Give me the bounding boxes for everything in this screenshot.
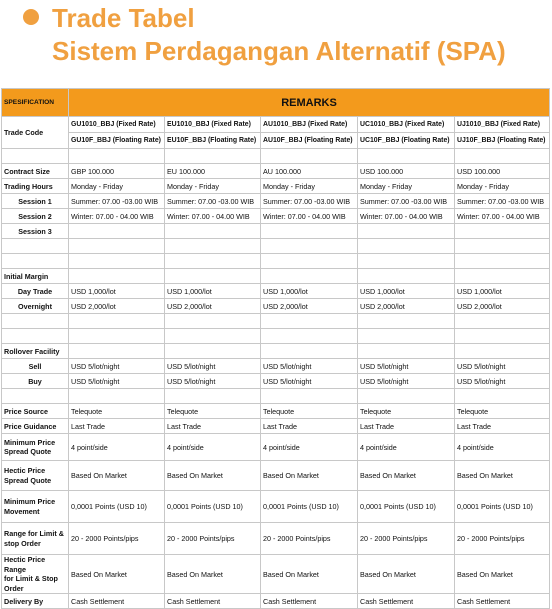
min-price-spread-label	[2, 434, 69, 461]
range-limit-label-line: Range for Limit &	[4, 529, 64, 538]
contract-size-row	[2, 164, 550, 179]
contract-size-label: Contract Size	[2, 164, 69, 179]
empty-cell	[358, 239, 455, 254]
title-area	[0, 0, 552, 88]
buy-value: USD 5/lot/night	[358, 374, 455, 389]
session1-label: Session 1	[2, 194, 69, 209]
delivery-value: Cash Settlement	[165, 594, 261, 609]
overnight-value: USD 2,000/lot	[165, 299, 261, 314]
empty-cell	[358, 314, 455, 329]
hectic-range-value: Based On Market	[165, 555, 261, 594]
empty-cell	[165, 149, 261, 164]
range-limit-value: 20 - 2000 Points/pips	[69, 523, 165, 555]
trading-hours-value: Monday - Friday	[455, 179, 550, 194]
hectic-spread-value: Based On Market	[261, 461, 358, 491]
empty-cell	[455, 344, 550, 359]
trade-code-label: Trade Code	[2, 117, 69, 149]
buy-value: USD 5/lot/night	[165, 374, 261, 389]
price-source-value: Telequote	[69, 404, 165, 419]
day-trade-row	[2, 284, 550, 299]
empty-cell	[2, 239, 69, 254]
day-trade-value: USD 1,000/lot	[261, 284, 358, 299]
specification-header: SPESIFICATION	[2, 89, 69, 117]
price-guidance-value: Last Trade	[358, 419, 455, 434]
min-price-spread-value: 4 point/side	[69, 434, 165, 461]
empty-cell	[165, 224, 261, 239]
range-limit-value: 20 - 2000 Points/pips	[261, 523, 358, 555]
min-price-movement-label	[2, 491, 69, 523]
empty-cell	[2, 149, 69, 164]
empty-cell	[358, 149, 455, 164]
min-price-movement-value: 0,0001 Points (USD 10)	[358, 491, 455, 523]
delivery-value: Cash Settlement	[261, 594, 358, 609]
empty-cell	[261, 329, 358, 344]
overnight-value: USD 2,000/lot	[358, 299, 455, 314]
session3-row	[2, 224, 550, 239]
hectic-range-label	[2, 555, 69, 594]
rollover-label: Rollover Facility	[2, 344, 69, 359]
session1-value: Summer: 07.00 -03.00 WIB	[165, 194, 261, 209]
hectic-spread-value: Based On Market	[358, 461, 455, 491]
page-title: Trade Tabel	[52, 3, 195, 33]
hectic-spread-value: Based On Market	[165, 461, 261, 491]
day-trade-value: USD 1,000/lot	[455, 284, 550, 299]
min-price-movement-row	[2, 491, 550, 523]
empty-cell	[455, 224, 550, 239]
empty-cell	[455, 389, 550, 404]
buy-value: USD 5/lot/night	[69, 374, 165, 389]
price-guidance-value: Last Trade	[165, 419, 261, 434]
trade-table	[1, 88, 550, 609]
price-source-value: Telequote	[261, 404, 358, 419]
min-price-spread-label-line: Spread Quote	[4, 447, 52, 456]
delivery-row	[2, 594, 550, 609]
sell-value: USD 5/lot/night	[455, 359, 550, 374]
hectic-range-value: Based On Market	[69, 555, 165, 594]
overnight-value: USD 2,000/lot	[455, 299, 550, 314]
min-price-movement-label-line: Minimum Price	[4, 497, 56, 506]
trade-code-fixed-cell: UJ1010_BBJ (Fixed Rate)	[455, 117, 550, 133]
session1-value: Summer: 07.00 -03.00 WIB	[358, 194, 455, 209]
spacer-row	[2, 254, 550, 269]
price-source-value: Telequote	[358, 404, 455, 419]
spacer-row	[2, 149, 550, 164]
overnight-value: USD 2,000/lot	[69, 299, 165, 314]
trade-code-floating-cell: AU10F_BBJ (Floating Rate)	[261, 133, 358, 149]
hectic-range-label-line: Hectic Price Range	[4, 555, 46, 574]
empty-cell	[261, 389, 358, 404]
empty-cell	[2, 314, 69, 329]
rollover-row	[2, 344, 550, 359]
empty-cell	[261, 239, 358, 254]
empty-cell	[69, 269, 165, 284]
spacer-row	[2, 239, 550, 254]
hectic-spread-value: Based On Market	[455, 461, 550, 491]
empty-cell	[455, 254, 550, 269]
empty-cell	[165, 254, 261, 269]
price-source-label: Price Source	[2, 404, 69, 419]
delivery-value: Cash Settlement	[69, 594, 165, 609]
hectic-range-value: Based On Market	[261, 555, 358, 594]
page-subtitle: Sistem Perdagangan Alternatif (SPA)	[52, 36, 506, 66]
hectic-spread-label	[2, 461, 69, 491]
empty-cell	[165, 239, 261, 254]
initial-margin-label: Initial Margin	[2, 269, 69, 284]
session3-label: Session 3	[2, 224, 69, 239]
empty-cell	[261, 149, 358, 164]
day-trade-label: Day Trade	[2, 284, 69, 299]
empty-cell	[69, 314, 165, 329]
empty-cell	[2, 254, 69, 269]
sell-row	[2, 359, 550, 374]
empty-cell	[455, 329, 550, 344]
contract-size-value: GBP 100.000	[69, 164, 165, 179]
empty-cell	[165, 344, 261, 359]
empty-cell	[358, 254, 455, 269]
buy-value: USD 5/lot/night	[261, 374, 358, 389]
day-trade-value: USD 1,000/lot	[69, 284, 165, 299]
price-guidance-value: Last Trade	[455, 419, 550, 434]
buy-row	[2, 374, 550, 389]
hectic-spread-label-line: Spread Quote	[4, 475, 52, 485]
empty-cell	[455, 269, 550, 284]
session2-label: Session 2	[2, 209, 69, 224]
price-guidance-value: Last Trade	[261, 419, 358, 434]
buy-value: USD 5/lot/night	[455, 374, 550, 389]
range-limit-value: 20 - 2000 Points/pips	[455, 523, 550, 555]
trade-code-fixed-row	[2, 117, 550, 133]
overnight-label: Overnight	[2, 299, 69, 314]
empty-cell	[2, 389, 69, 404]
trade-code-floating-cell: GU10F_BBJ (Floating Rate)	[69, 133, 165, 149]
empty-cell	[358, 389, 455, 404]
empty-cell	[261, 344, 358, 359]
empty-cell	[261, 254, 358, 269]
trade-code-floating-cell: UJ10F_BBJ (Floating Rate)	[455, 133, 550, 149]
trade-code-floating-cell: EU10F_BBJ (Floating Rate)	[165, 133, 261, 149]
min-price-movement-value: 0,0001 Points (USD 10)	[69, 491, 165, 523]
session2-value: Winter: 07.00 - 04.00 WIB	[69, 209, 165, 224]
empty-cell	[69, 149, 165, 164]
range-limit-label-line: stop Order	[4, 538, 41, 548]
session1-value: Summer: 07.00 -03.00 WIB	[455, 194, 550, 209]
session2-row	[2, 209, 550, 224]
empty-cell	[165, 329, 261, 344]
header-row	[2, 89, 550, 117]
sell-value: USD 5/lot/night	[358, 359, 455, 374]
min-price-movement-label-line: Movement	[4, 506, 40, 516]
price-source-row	[2, 404, 550, 419]
remarks-header: REMARKS	[69, 89, 550, 117]
contract-size-value: USD 100.000	[358, 164, 455, 179]
session2-value: Winter: 07.00 - 04.00 WIB	[261, 209, 358, 224]
trade-code-floating-row	[2, 133, 550, 149]
range-limit-row	[2, 523, 550, 555]
trading-hours-label: Trading Hours	[2, 179, 69, 194]
empty-cell	[261, 224, 358, 239]
trade-code-floating-cell: UC10F_BBJ (Floating Rate)	[358, 133, 455, 149]
empty-cell	[455, 239, 550, 254]
trade-code-fixed-cell: UC1010_BBJ (Fixed Rate)	[358, 117, 455, 133]
empty-cell	[455, 149, 550, 164]
trading-hours-value: Monday - Friday	[69, 179, 165, 194]
min-price-spread-row	[2, 434, 550, 461]
min-price-spread-label-line: Minimum Price	[4, 437, 56, 447]
range-limit-label	[2, 523, 69, 555]
price-guidance-value: Last Trade	[69, 419, 165, 434]
hectic-spread-value: Based On Market	[69, 461, 165, 491]
delivery-value: Cash Settlement	[358, 594, 455, 609]
contract-size-value: AU 100.000	[261, 164, 358, 179]
min-price-spread-value: 4 point/side	[358, 434, 455, 461]
empty-cell	[69, 389, 165, 404]
hectic-range-value: Based On Market	[358, 555, 455, 594]
contract-size-value: USD 100.000	[455, 164, 550, 179]
spacer-row	[2, 389, 550, 404]
orange-bullet-icon	[23, 9, 39, 25]
empty-cell	[165, 269, 261, 284]
price-source-value: Telequote	[165, 404, 261, 419]
min-price-movement-value: 0,0001 Points (USD 10)	[455, 491, 550, 523]
empty-cell	[69, 239, 165, 254]
trading-hours-row	[2, 179, 550, 194]
session1-row	[2, 194, 550, 209]
empty-cell	[358, 344, 455, 359]
day-trade-value: USD 1,000/lot	[165, 284, 261, 299]
delivery-value: Cash Settlement	[455, 594, 550, 609]
min-price-movement-value: 0,0001 Points (USD 10)	[165, 491, 261, 523]
empty-cell	[358, 224, 455, 239]
delivery-label: Delivery By	[2, 594, 69, 609]
min-price-movement-value: 0,0001 Points (USD 10)	[261, 491, 358, 523]
hectic-range-label-line: for Limit & Stop	[4, 574, 58, 583]
empty-cell	[2, 329, 69, 344]
trading-hours-value: Monday - Friday	[358, 179, 455, 194]
price-source-value: Telequote	[455, 404, 550, 419]
empty-cell	[69, 254, 165, 269]
initial-margin-row	[2, 269, 550, 284]
sell-value: USD 5/lot/night	[69, 359, 165, 374]
spacer-row	[2, 329, 550, 344]
trading-hours-value: Monday - Friday	[261, 179, 358, 194]
min-price-spread-value: 4 point/side	[261, 434, 358, 461]
sell-value: USD 5/lot/night	[261, 359, 358, 374]
trading-hours-value: Monday - Friday	[165, 179, 261, 194]
session2-value: Winter: 07.00 - 04.00 WIB	[455, 209, 550, 224]
empty-cell	[261, 314, 358, 329]
hectic-spread-label-line: Hectic Price	[4, 466, 46, 475]
min-price-spread-value: 4 point/side	[165, 434, 261, 461]
hectic-range-label-line: Order	[4, 583, 24, 593]
trade-code-fixed-cell: GU1010_BBJ (Fixed Rate)	[69, 117, 165, 133]
sell-label: Sell	[2, 359, 69, 374]
overnight-row	[2, 299, 550, 314]
empty-cell	[261, 269, 358, 284]
min-price-spread-value: 4 point/side	[455, 434, 550, 461]
empty-cell	[165, 314, 261, 329]
empty-cell	[358, 269, 455, 284]
trade-table-body	[2, 89, 550, 609]
range-limit-value: 20 - 2000 Points/pips	[165, 523, 261, 555]
hectic-range-row	[2, 555, 550, 594]
session2-value: Winter: 07.00 - 04.00 WIB	[358, 209, 455, 224]
empty-cell	[358, 329, 455, 344]
trade-code-fixed-cell: AU1010_BBJ (Fixed Rate)	[261, 117, 358, 133]
empty-cell	[455, 314, 550, 329]
empty-cell	[165, 389, 261, 404]
session1-value: Summer: 07.00 -03.00 WIB	[261, 194, 358, 209]
price-guidance-label: Price Guidance	[2, 419, 69, 434]
hectic-range-value: Based On Market	[455, 555, 550, 594]
day-trade-value: USD 1,000/lot	[358, 284, 455, 299]
price-guidance-row	[2, 419, 550, 434]
buy-label: Buy	[2, 374, 69, 389]
range-limit-value: 20 - 2000 Points/pips	[358, 523, 455, 555]
overnight-value: USD 2,000/lot	[261, 299, 358, 314]
empty-cell	[69, 224, 165, 239]
session1-value: Summer: 07.00 -03.00 WIB	[69, 194, 165, 209]
empty-cell	[69, 344, 165, 359]
hectic-spread-row	[2, 461, 550, 491]
contract-size-value: EU 100.000	[165, 164, 261, 179]
sell-value: USD 5/lot/night	[165, 359, 261, 374]
trade-code-fixed-cell: EU1010_BBJ (Fixed Rate)	[165, 117, 261, 133]
empty-cell	[69, 329, 165, 344]
spacer-row	[2, 314, 550, 329]
session2-value: Winter: 07.00 - 04.00 WIB	[165, 209, 261, 224]
